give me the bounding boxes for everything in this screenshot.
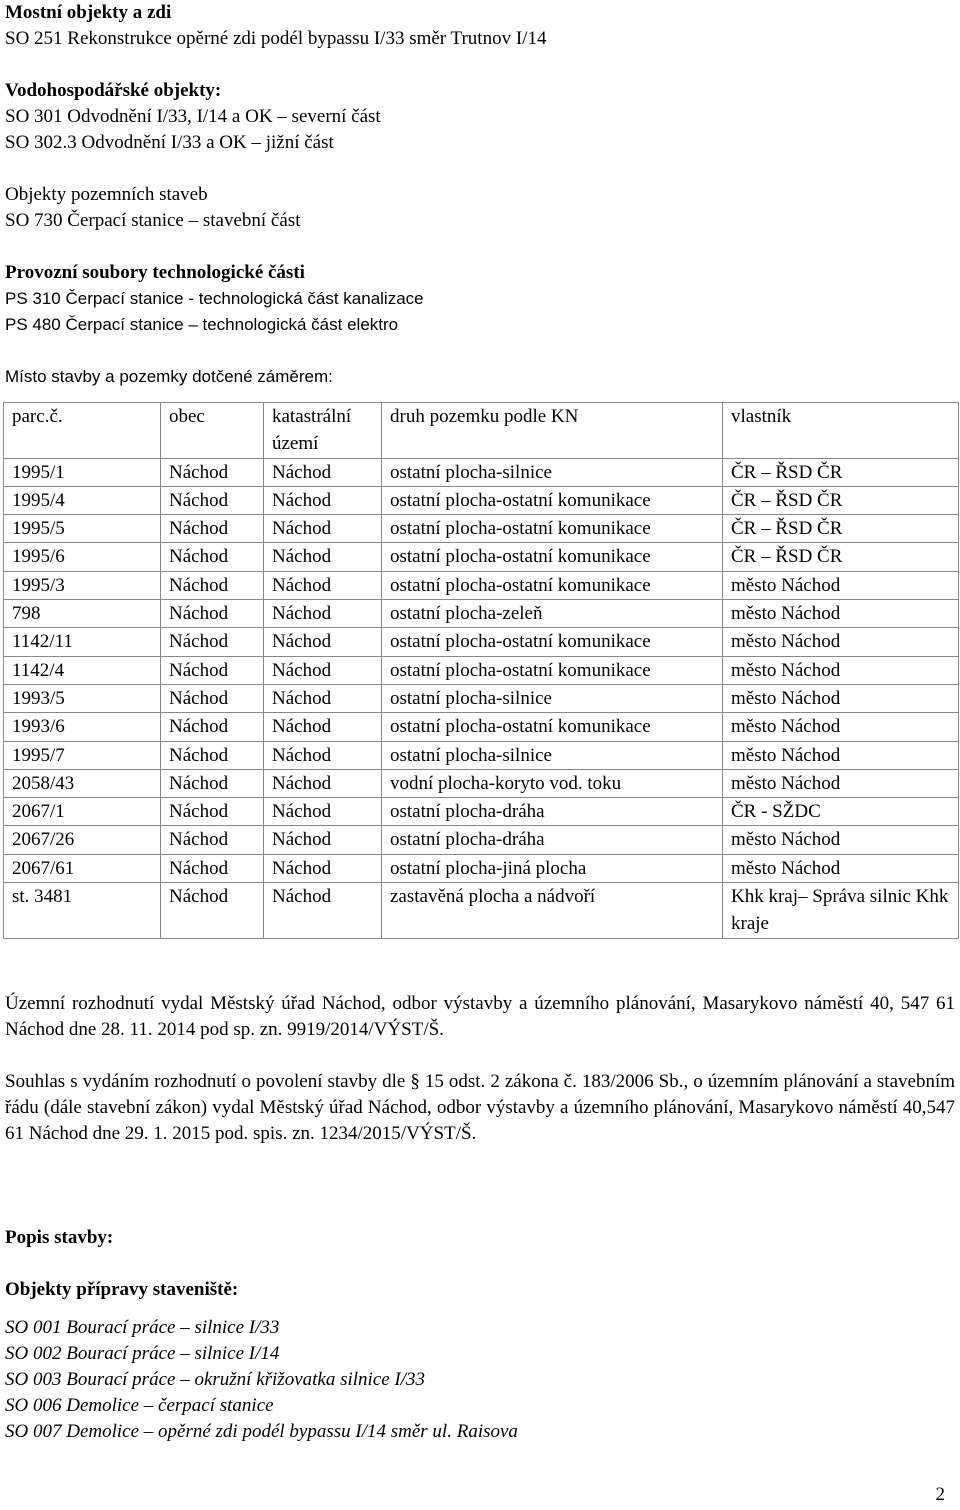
cell-obec: Náchod <box>161 543 264 571</box>
table-row <box>4 515 959 543</box>
list-item: PS 310 Čerpací stanice - technologická část kanalizace <box>5 289 424 308</box>
table-row <box>4 883 959 939</box>
cell-katastralni-uzemi: Náchod <box>264 741 382 769</box>
section-heading-provozni: Provozní soubory technologické části <box>5 262 305 283</box>
table-header-row <box>4 403 959 459</box>
cell-vlastnik: město Náchod <box>723 826 959 854</box>
list-item: SO 007 Demolice – opěrné zdi podél bypassu I/14 směr ul. Raisova <box>5 1420 518 1442</box>
cell-vlastnik: ČR – ŘSD ČR <box>723 486 959 514</box>
parcels-label: Místo stavby a pozemky dotčené záměrem: <box>5 367 333 386</box>
table-row <box>4 826 959 854</box>
cell-obec: Náchod <box>161 600 264 628</box>
list-item: SO 002 Bourací práce – silnice I/14 <box>5 1342 280 1364</box>
cell-katastralni-uzemi: Náchod <box>264 486 382 514</box>
cell-vlastnik: město Náchod <box>723 769 959 797</box>
popis-list <box>5 1315 955 1445</box>
cell-katastralni-uzemi: Náchod <box>264 458 382 486</box>
cell-druh-pozemku: ostatní plocha-ostatní komunikace <box>382 628 723 656</box>
cell-druh-pozemku: ostatní plocha-silnice <box>382 741 723 769</box>
table-row <box>4 769 959 797</box>
cell-druh-pozemku: ostatní plocha-jiná plocha <box>382 854 723 882</box>
cell-katastralni-uzemi: Náchod <box>264 854 382 882</box>
cell-parc: 1995/6 <box>4 543 161 571</box>
cell-druh-pozemku: ostatní plocha-silnice <box>382 684 723 712</box>
cell-vlastnik: město Náchod <box>723 741 959 769</box>
cell-vlastnik: ČR - SŽDC <box>723 798 959 826</box>
list-item: SO 301 Odvodnění I/33, I/14 a OK – severní část <box>5 106 381 127</box>
list-item: SO 730 Čerpací stanice – stavební část <box>5 210 301 231</box>
cell-parc: 2058/43 <box>4 769 161 797</box>
list-item: SO 006 Demolice – čerpací stanice <box>5 1394 274 1416</box>
paragraph-souhlas: Souhlas s vydáním rozhodnutí o povolení stavby dle § 15 odst. 2 zákona č. 183/2006 Sb., o územním plánování a stavebním řádu (dále stavební zákon) vydal Městský úřad Náchod, odbor výstavby a územního plánování, Masarykovo náměstí 40,547 61 Náchod dne 29. 1. 2015 pod. spis. zn. 1234/2015/VÝST/Š. <box>5 1070 955 1144</box>
table-row <box>4 684 959 712</box>
cell-vlastnik: město Náchod <box>723 600 959 628</box>
cell-katastralni-uzemi: Náchod <box>264 684 382 712</box>
cell-katastralni-uzemi: Náchod <box>264 826 382 854</box>
cell-obec: Náchod <box>161 798 264 826</box>
table-row <box>4 600 959 628</box>
list-item: SO 003 Bourací práce – okružní křižovatka silnice I/33 <box>5 1368 426 1390</box>
page-number: 2 <box>935 1484 945 1505</box>
cell-katastralni-uzemi: Náchod <box>264 571 382 599</box>
section-heading-vodohosp: Vodohospodářské objekty: <box>5 80 222 101</box>
cell-obec: Náchod <box>161 741 264 769</box>
cell-vlastnik: město Náchod <box>723 571 959 599</box>
table-row <box>4 486 959 514</box>
cell-obec: Náchod <box>161 684 264 712</box>
cell-obec: Náchod <box>161 628 264 656</box>
table-row <box>4 543 959 571</box>
cell-vlastnik: Khk kraj– Správa silnic Khk kraje <box>723 883 959 939</box>
cell-katastralni-uzemi: Náchod <box>264 769 382 797</box>
cell-druh-pozemku: ostatní plocha-ostatní komunikace <box>382 486 723 514</box>
cell-druh-pozemku: ostatní plocha-ostatní komunikace <box>382 571 723 599</box>
cell-druh-pozemku: ostatní plocha-ostatní komunikace <box>382 713 723 741</box>
section-heading-pozemni: Objekty pozemních staveb <box>5 184 208 205</box>
cell-katastralni-uzemi: Náchod <box>264 628 382 656</box>
table-row <box>4 571 959 599</box>
cell-parc: 1995/7 <box>4 741 161 769</box>
cell-druh-pozemku: ostatní plocha-ostatní komunikace <box>382 656 723 684</box>
cell-druh-pozemku: ostatní plocha-ostatní komunikace <box>382 543 723 571</box>
cell-vlastnik: ČR – ŘSD ČR <box>723 515 959 543</box>
document-page <box>5 0 955 1445</box>
cell-parc: 1995/4 <box>4 486 161 514</box>
cell-katastralni-uzemi: Náchod <box>264 543 382 571</box>
list-item: PS 480 Čerpací stanice – technologická část elektro <box>5 315 399 334</box>
cell-parc: st. 3481 <box>4 883 161 939</box>
cell-vlastnik: ČR – ŘSD ČR <box>723 458 959 486</box>
cell-parc: 1993/5 <box>4 684 161 712</box>
cell-obec: Náchod <box>161 883 264 939</box>
table-row <box>4 854 959 882</box>
cell-druh-pozemku: zastavěná plocha a nádvoří <box>382 883 723 939</box>
header-parc: parc.č. <box>4 403 161 459</box>
popis-subheading: Objekty přípravy staveniště: <box>5 1278 239 1300</box>
table-row <box>4 713 959 741</box>
cell-druh-pozemku: ostatní plocha-ostatní komunikace <box>382 515 723 543</box>
list-item: SO 302.3 Odvodnění I/33 a OK – jižní část <box>5 132 334 153</box>
cell-druh-pozemku: ostatní plocha-dráha <box>382 826 723 854</box>
cell-katastralni-uzemi: Náchod <box>264 515 382 543</box>
cell-obec: Náchod <box>161 458 264 486</box>
cell-katastralni-uzemi: Náchod <box>264 600 382 628</box>
cell-vlastnik: město Náchod <box>723 713 959 741</box>
cell-obec: Náchod <box>161 571 264 599</box>
cell-obec: Náchod <box>161 826 264 854</box>
cell-katastralni-uzemi: Náchod <box>264 656 382 684</box>
parcels-table <box>3 402 959 939</box>
header-obec: obec <box>161 403 264 459</box>
cell-parc: 1995/1 <box>4 458 161 486</box>
cell-obec: Náchod <box>161 515 264 543</box>
cell-parc: 2067/61 <box>4 854 161 882</box>
cell-obec: Náchod <box>161 486 264 514</box>
cell-katastralni-uzemi: Náchod <box>264 798 382 826</box>
cell-obec: Náchod <box>161 656 264 684</box>
cell-katastralni-uzemi: Náchod <box>264 713 382 741</box>
table-row <box>4 628 959 656</box>
cell-vlastnik: ČR – ŘSD ČR <box>723 543 959 571</box>
cell-katastralni-uzemi: Náchod <box>264 883 382 939</box>
cell-druh-pozemku: ostatní plocha-silnice <box>382 458 723 486</box>
cell-parc: 1995/3 <box>4 571 161 599</box>
header-katastralni-uzemi: katastrální území <box>264 403 382 459</box>
cell-obec: Náchod <box>161 769 264 797</box>
header-druh-pozemku: druh pozemku podle KN <box>382 403 723 459</box>
section-heading-mostni: Mostní objekty a zdi <box>5 2 172 23</box>
cell-druh-pozemku: ostatní plocha-dráha <box>382 798 723 826</box>
table-row <box>4 458 959 486</box>
header-vlastnik: vlastník <box>723 403 959 459</box>
table-row <box>4 656 959 684</box>
cell-obec: Náchod <box>161 854 264 882</box>
cell-obec: Náchod <box>161 713 264 741</box>
cell-parc: 1995/5 <box>4 515 161 543</box>
cell-parc: 1142/4 <box>4 656 161 684</box>
popis-heading: Popis stavby: <box>5 1226 114 1248</box>
cell-parc: 798 <box>4 600 161 628</box>
cell-parc: 1142/11 <box>4 628 161 656</box>
cell-vlastnik: město Náchod <box>723 628 959 656</box>
table-row <box>4 741 959 769</box>
table-row <box>4 798 959 826</box>
paragraph-uzemni-rozhodnuti: Územní rozhodnutí vydal Městský úřad Náchod, odbor výstavby a územního plánování, Masarykovo náměstí 40, 547 61 Náchod dne 28. 11. 2014 pod sp. zn. 9919/2014/VÝST/Š. <box>5 992 955 1040</box>
list-item: SO 251 Rekonstrukce opěrné zdi podél bypassu I/33 směr Trutnov I/14 <box>5 28 547 49</box>
cell-parc: 1993/6 <box>4 713 161 741</box>
cell-vlastnik: město Náchod <box>723 854 959 882</box>
cell-parc: 2067/26 <box>4 826 161 854</box>
cell-parc: 2067/1 <box>4 798 161 826</box>
cell-vlastnik: město Náchod <box>723 684 959 712</box>
cell-druh-pozemku: ostatní plocha-zeleň <box>382 600 723 628</box>
cell-druh-pozemku: vodní plocha-koryto vod. toku <box>382 769 723 797</box>
cell-vlastnik: město Náchod <box>723 656 959 684</box>
list-item: SO 001 Bourací práce – silnice I/33 <box>5 1316 280 1338</box>
